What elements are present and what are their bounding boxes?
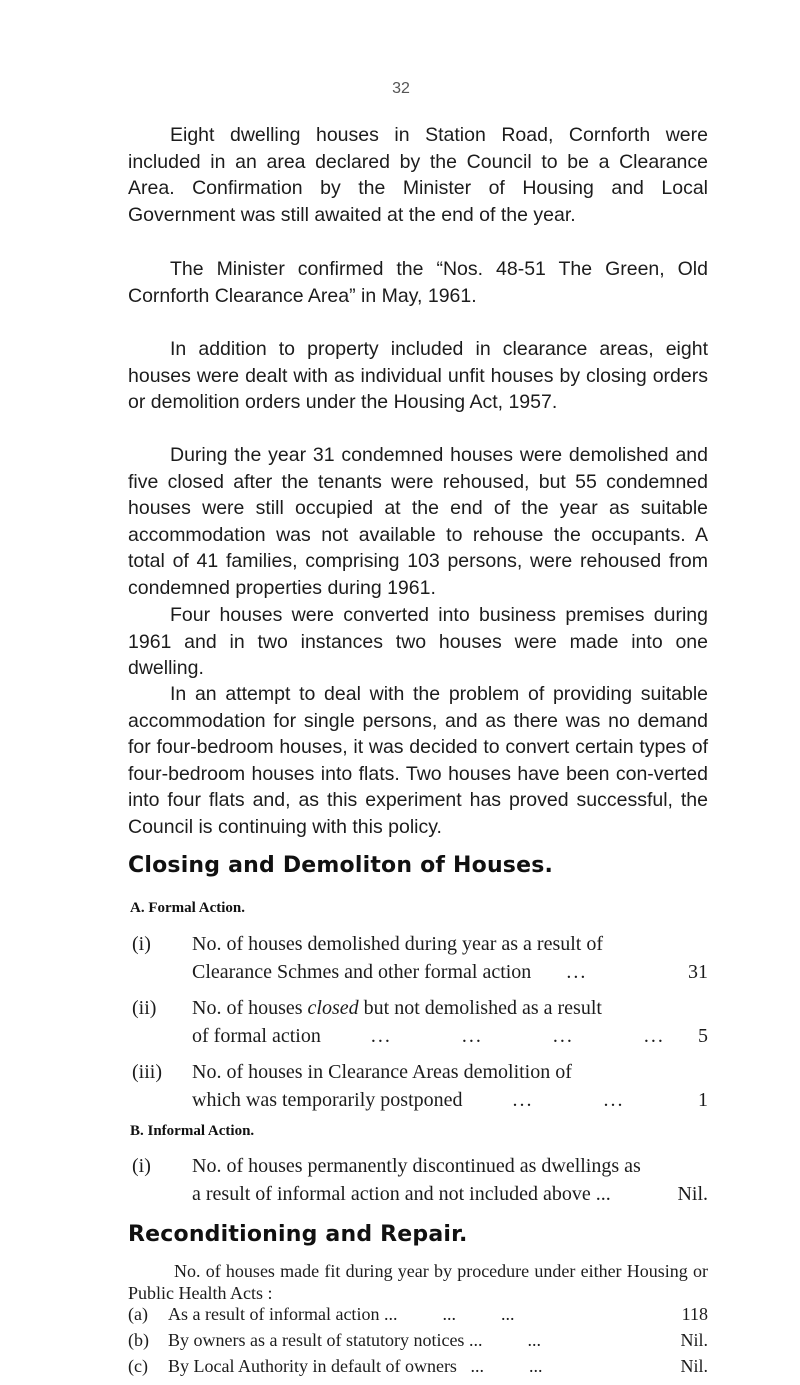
- paragraph-clearance-area: Eight dwelling houses in Station Road, Cornforth were included in an area declared by the Council to be a Clearance Area. Confirmation by the Minister of Housing and Local Government was still awaited at the end of the year.: [128, 124, 708, 226]
- recon-item-owners: [128, 1330, 708, 1356]
- paragraph-individual-unfit: In addition to property included in clearance areas, eight houses were dealt with as individual unfit houses by closing orders or demolition orders under the Housing Act, 1957.: [128, 338, 708, 413]
- paragraph-minister-confirmed: The Minister confirmed the “Nos. 48-51 The Green, Old Cornforth Clearance Area” in May, 1961.: [128, 258, 708, 307]
- item-value: 118: [681, 1304, 708, 1324]
- item-line: No. of houses in Clearance Areas demolition of: [192, 1061, 572, 1083]
- item-number: (ii): [132, 997, 157, 1019]
- reconditioning-heading: Reconditioning and Repair.: [128, 1222, 468, 1247]
- item-number: (a): [128, 1304, 148, 1324]
- informal-item-discontinued: [132, 1152, 708, 1208]
- item-text: By Local Authority in default of owners ... ...: [168, 1356, 543, 1376]
- formal-action-label: A. Formal Action.: [130, 900, 245, 916]
- item-line: but not demolished as a result: [363, 997, 602, 1019]
- informal-action-label: B. Informal Action.: [130, 1123, 255, 1139]
- recon-item-informal: [128, 1304, 708, 1332]
- item-line: which was temporarily postponed: [192, 1089, 463, 1111]
- paragraph-condemned-houses: During the year 31 condemned houses were demolished and five closed after the tenants were rehoused, but 55 condemned houses were still occupied at the end of the year as suitable accommodation was not available to rehouse the occupants. A total of 41 families, comprising 103 persons, were rehoused from condemned properties during 1961.: [128, 444, 708, 599]
- item-value: 1: [698, 1089, 708, 1111]
- item-number: (i): [132, 1155, 151, 1177]
- recon-list-b: [128, 1330, 708, 1356]
- item-line: a result of informal action and not included above ...: [192, 1183, 611, 1205]
- item-line: No. of houses: [192, 997, 303, 1019]
- page-number: 32: [392, 80, 410, 97]
- item-value: Nil.: [680, 1356, 708, 1376]
- leader-dots: ...: [566, 961, 588, 983]
- recon-list: [128, 1304, 708, 1332]
- formal-item-demolished: [132, 930, 708, 986]
- item-line: No. of houses demolished during year as a result of: [192, 933, 604, 955]
- formal-item-closed: [132, 994, 708, 1050]
- paragraph-business-premises: Four houses were converted into business premises during 1961 and in two instances two houses were made into one dwelling.: [128, 604, 708, 679]
- recon-intro-text: No. of houses made fit during year by procedure under either Housing or Public Health Acts :: [128, 1261, 708, 1303]
- item-value: Nil.: [680, 1330, 708, 1350]
- item-text: As a result of informal action ... ... ...: [168, 1304, 515, 1324]
- formal-item-postponed: [132, 1058, 708, 1114]
- item-line: No. of houses permanently discontinued as dwellings as: [192, 1155, 641, 1177]
- item-number: (b): [128, 1330, 149, 1350]
- item-emphasis: closed: [307, 997, 359, 1019]
- item-value: 31: [688, 961, 708, 983]
- closing-demolition-heading: Closing and Demoliton of Houses.: [128, 853, 554, 878]
- item-value: 5: [698, 1025, 708, 1047]
- recon-list-c: [128, 1356, 708, 1382]
- item-text: By owners as a result of statutory notices ... ...: [168, 1330, 541, 1350]
- item-number: (i): [132, 933, 151, 955]
- leader-dots: ... ...: [512, 1089, 625, 1111]
- item-number: (iii): [132, 1061, 162, 1083]
- item-value: Nil.: [677, 1183, 708, 1205]
- item-line: Clearance Schmes and other formal action: [192, 961, 532, 983]
- item-line: of formal action: [192, 1025, 321, 1047]
- paragraph-single-persons: In an attempt to deal with the problem of providing suitable accommodation for single persons, and as there was no demand for four-bedroom houses, it was decided to convert certain types of four-bedroom houses into flats. Two houses have been con-verted into four flats and, as this experiment has proved successful, the Council is continuing with this policy.: [128, 683, 708, 838]
- leader-dots: ... ... ... ...: [370, 1025, 665, 1047]
- item-number: (c): [128, 1356, 148, 1376]
